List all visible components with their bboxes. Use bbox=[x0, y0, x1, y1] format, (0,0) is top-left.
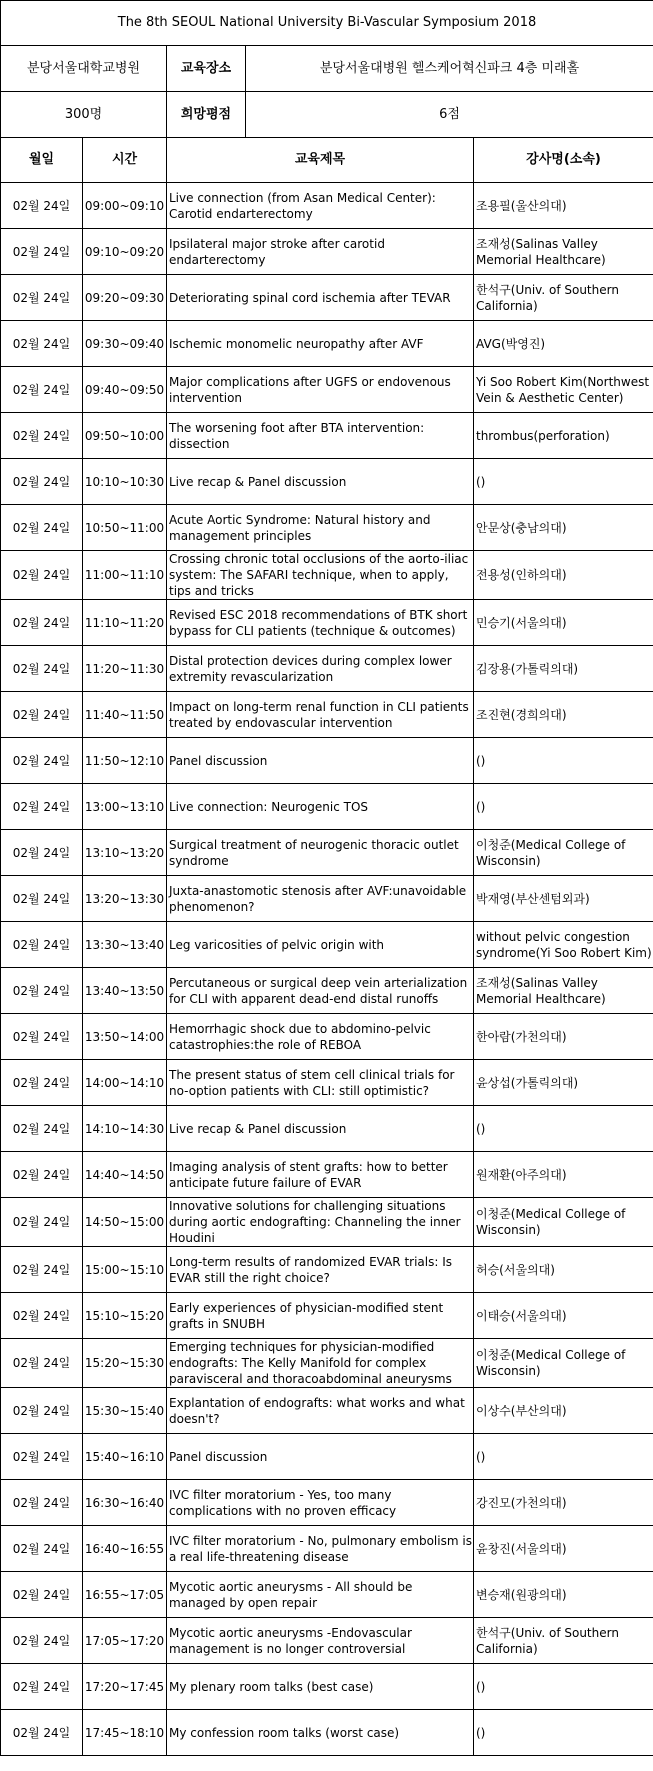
session-title: Panel discussion bbox=[167, 738, 474, 784]
session-title: Major complications after UGFS or endovenous intervention bbox=[167, 367, 474, 413]
session-date: 02월 24일 bbox=[1, 1152, 83, 1198]
session-date: 02월 24일 bbox=[1, 1339, 83, 1388]
table-row bbox=[1, 1526, 653, 1572]
session-title: Imaging analysis of stent grafts: how to better anticipate future failure of EVAR bbox=[167, 1152, 474, 1198]
session-speaker: () bbox=[474, 1106, 653, 1152]
session-time: 09:00~09:10 bbox=[83, 183, 167, 229]
table-row bbox=[1, 876, 653, 922]
session-time: 16:30~16:40 bbox=[83, 1480, 167, 1526]
session-speaker: 안문상(충남의대) bbox=[474, 505, 653, 551]
session-speaker: 변승재(원광의대) bbox=[474, 1572, 653, 1618]
session-time: 16:55~17:05 bbox=[83, 1572, 167, 1618]
session-date: 02월 24일 bbox=[1, 1014, 83, 1060]
session-time: 14:10~14:30 bbox=[83, 1106, 167, 1152]
table-row bbox=[1, 830, 653, 876]
session-time: 13:50~14:00 bbox=[83, 1014, 167, 1060]
session-date: 02월 24일 bbox=[1, 275, 83, 321]
session-speaker: 강진모(가천의대) bbox=[474, 1480, 653, 1526]
session-speaker: 한아람(가천의대) bbox=[474, 1014, 653, 1060]
session-speaker: 허승(서울의대) bbox=[474, 1247, 653, 1293]
session-date: 02월 24일 bbox=[1, 968, 83, 1014]
session-date: 02월 24일 bbox=[1, 1293, 83, 1339]
session-date: 02월 24일 bbox=[1, 551, 83, 600]
session-date: 02월 24일 bbox=[1, 1480, 83, 1526]
session-date: 02월 24일 bbox=[1, 1618, 83, 1664]
session-date: 02월 24일 bbox=[1, 1710, 83, 1756]
table-row bbox=[1, 1152, 653, 1198]
session-date: 02월 24일 bbox=[1, 505, 83, 551]
session-time: 15:40~16:10 bbox=[83, 1434, 167, 1480]
session-time: 14:40~14:50 bbox=[83, 1152, 167, 1198]
session-date: 02월 24일 bbox=[1, 1434, 83, 1480]
session-speaker: () bbox=[474, 1434, 653, 1480]
session-title: Deteriorating spinal cord ischemia after TEVAR bbox=[167, 275, 474, 321]
session-time: 15:20~15:30 bbox=[83, 1339, 167, 1388]
session-speaker: AVG(박영진) bbox=[474, 321, 653, 367]
table-row bbox=[1, 646, 653, 692]
session-time: 13:40~13:50 bbox=[83, 968, 167, 1014]
session-time: 13:00~13:10 bbox=[83, 784, 167, 830]
session-title: Distal protection devices during complex lower extremity revascularization bbox=[167, 646, 474, 692]
session-title: My plenary room talks (best case) bbox=[167, 1664, 474, 1710]
session-title: IVC filter moratorium - No, pulmonary embolism is a real life-threatening disease bbox=[167, 1526, 474, 1572]
session-time: 14:50~15:00 bbox=[83, 1198, 167, 1247]
session-date: 02월 24일 bbox=[1, 830, 83, 876]
table-row bbox=[1, 183, 653, 229]
session-date: 02월 24일 bbox=[1, 922, 83, 968]
venue-value: 분당서울대병원 헬스케어혁신파크 4층 미래홀 bbox=[319, 60, 580, 76]
session-speaker: 이태승(서울의대) bbox=[474, 1293, 653, 1339]
session-date: 02월 24일 bbox=[1, 183, 83, 229]
session-date: 02월 24일 bbox=[1, 876, 83, 922]
session-time: 09:10~09:20 bbox=[83, 229, 167, 275]
column-header-time: 시간 bbox=[83, 138, 167, 183]
table-row bbox=[1, 692, 653, 738]
session-speaker: without pelvic congestion syndrome(Yi Soo Robert Kim) bbox=[474, 922, 653, 968]
session-speaker: 민승기(서울의대) bbox=[474, 600, 653, 646]
table-row bbox=[1, 1060, 653, 1106]
table-row bbox=[1, 1664, 653, 1710]
session-title: Percutaneous or surgical deep vein arterialization for CLI with apparent dead-end distal runoffs bbox=[167, 968, 474, 1014]
points-label: 희망평점 bbox=[167, 92, 246, 137]
info-row-capacity bbox=[1, 92, 653, 138]
session-speaker: 조재성(Salinas Valley Memorial Healthcare) bbox=[474, 968, 653, 1014]
table-row bbox=[1, 738, 653, 784]
session-date: 02월 24일 bbox=[1, 1106, 83, 1152]
table-row bbox=[1, 1014, 653, 1060]
table-row bbox=[1, 413, 653, 459]
session-speaker: 조진현(경희의대) bbox=[474, 692, 653, 738]
session-title: Surgical treatment of neurogenic thoracic outlet syndrome bbox=[167, 830, 474, 876]
session-speaker: 한석구(Univ. of Southern California) bbox=[474, 275, 653, 321]
table-row bbox=[1, 1339, 653, 1388]
session-time: 16:40~16:55 bbox=[83, 1526, 167, 1572]
table-row bbox=[1, 1572, 653, 1618]
session-date: 02월 24일 bbox=[1, 367, 83, 413]
table-row bbox=[1, 1388, 653, 1434]
session-time: 10:50~11:00 bbox=[83, 505, 167, 551]
table-row bbox=[1, 1198, 653, 1247]
session-time: 17:05~17:20 bbox=[83, 1618, 167, 1664]
session-speaker: () bbox=[474, 738, 653, 784]
session-time: 14:00~14:10 bbox=[83, 1060, 167, 1106]
session-title: Live recap & Panel discussion bbox=[167, 459, 474, 505]
table-row bbox=[1, 922, 653, 968]
host-hospital: 분당서울대학교병원 bbox=[1, 46, 167, 92]
table-row bbox=[1, 275, 653, 321]
session-time: 09:50~10:00 bbox=[83, 413, 167, 459]
session-speaker: 이청준(Medical College of Wisconsin) bbox=[474, 1339, 653, 1388]
session-title: Early experiences of physician-modified stent grafts in SNUBH bbox=[167, 1293, 474, 1339]
table-row bbox=[1, 1293, 653, 1339]
session-date: 02월 24일 bbox=[1, 1526, 83, 1572]
session-speaker: 박재영(부산센텀외과) bbox=[474, 876, 653, 922]
session-date: 02월 24일 bbox=[1, 1247, 83, 1293]
info-row-venue bbox=[1, 46, 653, 92]
column-header-row bbox=[1, 138, 653, 183]
session-speaker: () bbox=[474, 459, 653, 505]
session-speaker: 윤창진(서울의대) bbox=[474, 1526, 653, 1572]
column-header-speaker: 강사명(소속) bbox=[474, 138, 653, 183]
session-title: Ischemic monomelic neuropathy after AVF bbox=[167, 321, 474, 367]
session-title: Ipsilateral major stroke after carotid endarterectomy bbox=[167, 229, 474, 275]
session-date: 02월 24일 bbox=[1, 784, 83, 830]
table-row bbox=[1, 459, 653, 505]
session-title: Hemorrhagic shock due to abdomino-pelvic catastrophies:the role of REBOA bbox=[167, 1014, 474, 1060]
session-title: Revised ESC 2018 recommendations of BTK short bypass for CLI patients (technique & outcomes) bbox=[167, 600, 474, 646]
session-time: 15:30~15:40 bbox=[83, 1388, 167, 1434]
session-speaker: () bbox=[474, 1710, 653, 1756]
venue-label: 교육장소 bbox=[167, 46, 246, 91]
session-time: 15:10~15:20 bbox=[83, 1293, 167, 1339]
session-speaker: 윤상섭(가톨릭의대) bbox=[474, 1060, 653, 1106]
session-time: 17:45~18:10 bbox=[83, 1710, 167, 1756]
session-speaker: 이상수(부산의대) bbox=[474, 1388, 653, 1434]
session-date: 02월 24일 bbox=[1, 229, 83, 275]
title-row bbox=[1, 1, 653, 46]
session-speaker: () bbox=[474, 784, 653, 830]
session-time: 10:10~10:30 bbox=[83, 459, 167, 505]
session-title: Impact on long-term renal function in CLI patients treated by endovascular intervention bbox=[167, 692, 474, 738]
session-speaker: () bbox=[474, 1664, 653, 1710]
session-speaker: 이청준(Medical College of Wisconsin) bbox=[474, 1198, 653, 1247]
session-date: 02월 24일 bbox=[1, 1198, 83, 1247]
session-title: Explantation of endografts: what works and what doesn't? bbox=[167, 1388, 474, 1434]
session-date: 02월 24일 bbox=[1, 413, 83, 459]
session-date: 02월 24일 bbox=[1, 600, 83, 646]
table-row bbox=[1, 1247, 653, 1293]
session-time: 09:20~09:30 bbox=[83, 275, 167, 321]
session-title: Acute Aortic Syndrome: Natural history and management principles bbox=[167, 505, 474, 551]
table-row bbox=[1, 367, 653, 413]
session-date: 02월 24일 bbox=[1, 1664, 83, 1710]
session-time: 11:10~11:20 bbox=[83, 600, 167, 646]
session-title: Live connection (from Asan Medical Center): Carotid endarterectomy bbox=[167, 183, 474, 229]
session-speaker: 김장용(가톨릭의대) bbox=[474, 646, 653, 692]
session-date: 02월 24일 bbox=[1, 1060, 83, 1106]
table-row bbox=[1, 1710, 653, 1756]
session-title: Leg varicosities of pelvic origin with bbox=[167, 922, 474, 968]
column-header-title: 교육제목 bbox=[167, 138, 474, 183]
session-speaker: 이청준(Medical College of Wisconsin) bbox=[474, 830, 653, 876]
session-title: The present status of stem cell clinical trials for no-option patients with CLI: still optimistic? bbox=[167, 1060, 474, 1106]
session-title: Innovative solutions for challenging situations during aortic endografting: Channeling the inner Houdini bbox=[167, 1198, 474, 1247]
session-date: 02월 24일 bbox=[1, 1388, 83, 1434]
table-row bbox=[1, 1434, 653, 1480]
session-title: Panel discussion bbox=[167, 1434, 474, 1480]
points-value: 6점 bbox=[439, 106, 460, 122]
table-row bbox=[1, 1480, 653, 1526]
session-time: 09:40~09:50 bbox=[83, 367, 167, 413]
document-title: The 8th SEOUL National University Bi-Vascular Symposium 2018 bbox=[1, 1, 653, 46]
capacity-value: 300명 bbox=[1, 92, 167, 138]
session-time: 11:50~12:10 bbox=[83, 738, 167, 784]
table-row bbox=[1, 968, 653, 1014]
session-title: Emerging techniques for physician-modified endografts: The Kelly Manifold for complex paravisceral and thoracoabdominal aneurysms bbox=[167, 1339, 474, 1388]
session-title: Mycotic aortic aneurysms - All should be managed by open repair bbox=[167, 1572, 474, 1618]
session-title: Long-term results of randomized EVAR trials: Is EVAR still the right choice? bbox=[167, 1247, 474, 1293]
session-speaker: 원재환(아주의대) bbox=[474, 1152, 653, 1198]
session-date: 02월 24일 bbox=[1, 459, 83, 505]
session-time: 09:30~09:40 bbox=[83, 321, 167, 367]
session-title: Crossing chronic total occlusions of the aorto-iliac system: The SAFARI technique, when to apply, tips and tricks bbox=[167, 551, 474, 600]
table-row bbox=[1, 551, 653, 600]
session-date: 02월 24일 bbox=[1, 1572, 83, 1618]
session-time: 11:00~11:10 bbox=[83, 551, 167, 600]
session-time: 13:30~13:40 bbox=[83, 922, 167, 968]
session-title: Juxta-anastomotic stenosis after AVF:unavoidable phenomenon? bbox=[167, 876, 474, 922]
session-title: Mycotic aortic aneurysms -Endovascular management is no longer controversial bbox=[167, 1618, 474, 1664]
session-title: Live connection: Neurogenic TOS bbox=[167, 784, 474, 830]
session-speaker: 조재성(Salinas Valley Memorial Healthcare) bbox=[474, 229, 653, 275]
table-row bbox=[1, 1618, 653, 1664]
table-row bbox=[1, 505, 653, 551]
column-header-date: 월일 bbox=[1, 138, 83, 183]
session-speaker: 조용필(울산의대) bbox=[474, 183, 653, 229]
table-row bbox=[1, 600, 653, 646]
session-date: 02월 24일 bbox=[1, 646, 83, 692]
session-speaker: thrombus(perforation) bbox=[474, 413, 653, 459]
session-speaker: 전용성(인하의대) bbox=[474, 551, 653, 600]
session-time: 17:20~17:45 bbox=[83, 1664, 167, 1710]
session-time: 15:00~15:10 bbox=[83, 1247, 167, 1293]
session-time: 11:20~11:30 bbox=[83, 646, 167, 692]
session-time: 11:40~11:50 bbox=[83, 692, 167, 738]
table-row bbox=[1, 784, 653, 830]
session-date: 02월 24일 bbox=[1, 738, 83, 784]
session-date: 02월 24일 bbox=[1, 321, 83, 367]
session-date: 02월 24일 bbox=[1, 692, 83, 738]
session-title: My confession room talks (worst case) bbox=[167, 1710, 474, 1756]
session-time: 13:10~13:20 bbox=[83, 830, 167, 876]
table-row bbox=[1, 321, 653, 367]
session-title: IVC filter moratorium - Yes, too many complications with no proven efficacy bbox=[167, 1480, 474, 1526]
session-time: 13:20~13:30 bbox=[83, 876, 167, 922]
table-row bbox=[1, 1106, 653, 1152]
session-speaker: 한석구(Univ. of Southern California) bbox=[474, 1618, 653, 1664]
session-speaker: Yi Soo Robert Kim(Northwest Vein & Aesthetic Center) bbox=[474, 367, 653, 413]
session-title: Live recap & Panel discussion bbox=[167, 1106, 474, 1152]
table-row bbox=[1, 229, 653, 275]
session-title: The worsening foot after BTA intervention: dissection bbox=[167, 413, 474, 459]
